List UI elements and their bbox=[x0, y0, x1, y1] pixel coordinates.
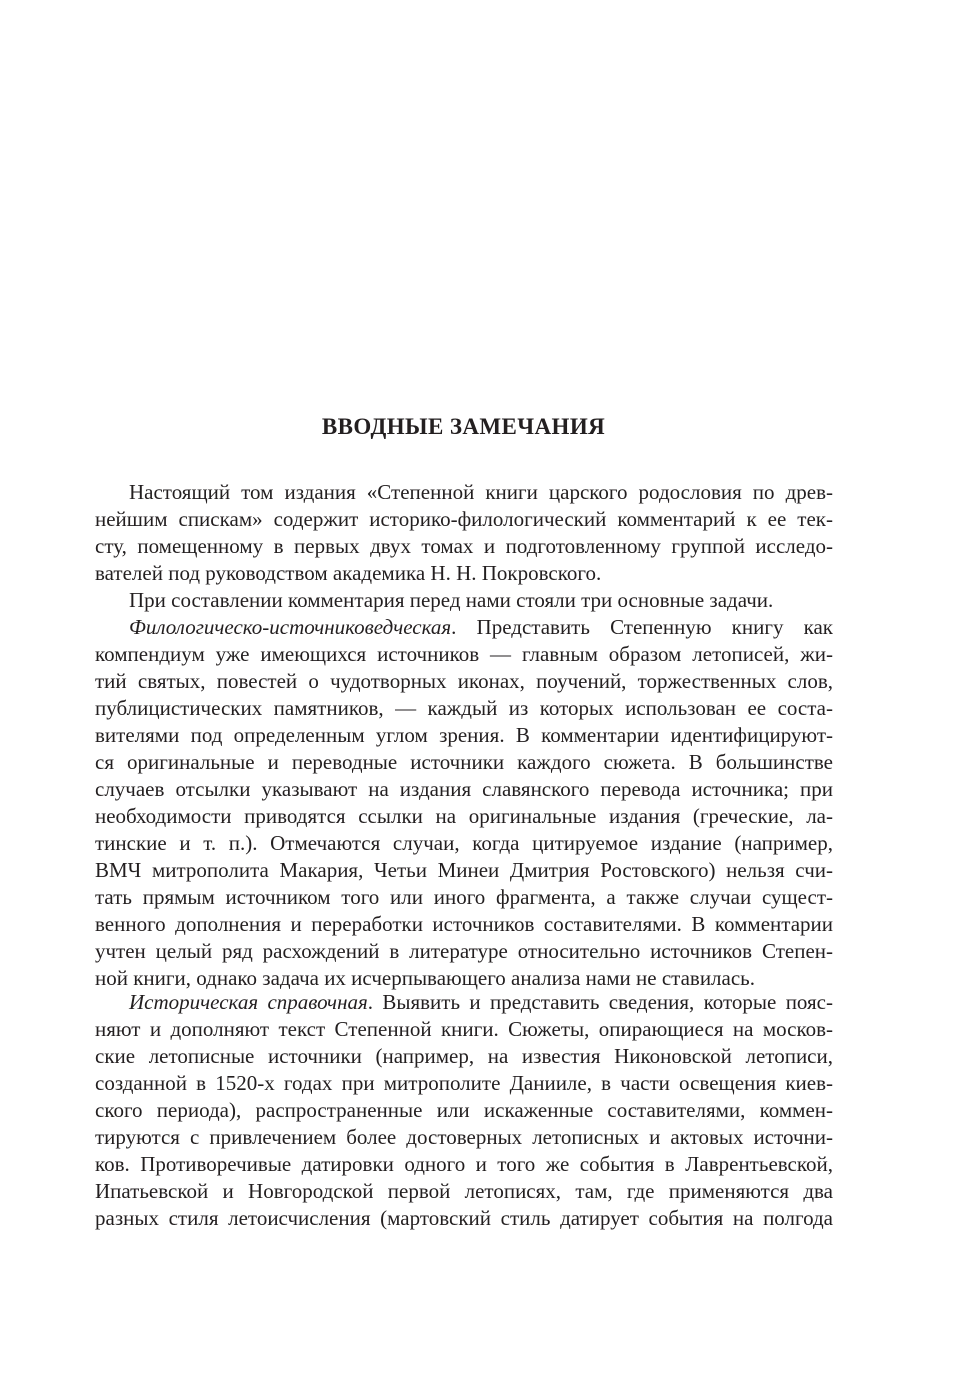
text-line: нейшим спискам» содержит историко-филологический комментарий к ее тек- bbox=[95, 507, 833, 531]
paragraph-3 bbox=[95, 614, 833, 992]
text-line: няют и дополняют текст Степенной книги. Сюжеты, опирающиеся на москов- bbox=[95, 1017, 833, 1041]
text-line: созданной в 1520-х годах при митрополите Данииле, в части освещения киев- bbox=[95, 1071, 833, 1095]
italic-lead: Филологическо-источниковедческая bbox=[129, 615, 452, 639]
paragraph-2 bbox=[95, 587, 833, 614]
text-run: . Выявить и представить сведения, которые пояс- bbox=[367, 990, 833, 1014]
text-run: . Представить Степенную книгу как bbox=[451, 615, 833, 639]
text-line: необходимости приводятся ссылки на оригинальные издания (греческие, ла- bbox=[95, 804, 833, 828]
text-line: При составлении комментария перед нами стояли три основные задачи. bbox=[129, 588, 774, 612]
text-line: сту, помещенному в первых двух томах и подготовленному группой исследо- bbox=[95, 534, 833, 558]
text-line: публицистических памятников, — каждый из которых использован ее соста- bbox=[95, 696, 833, 720]
text-line: тий святых, повестей о чудотворных иконах, поучений, торжественных слов, bbox=[95, 669, 833, 693]
text-line: тируются с привлечением более достоверных летописных и актовых источни- bbox=[95, 1125, 833, 1149]
text-line: вителями под определенным углом зрения. В комментарии идентифицируют- bbox=[95, 723, 833, 747]
text-line-with-lead bbox=[95, 614, 833, 641]
text-line: ские летописные источники (например, на известия Никоновской летописи, bbox=[95, 1044, 833, 1068]
paragraph-1 bbox=[95, 479, 833, 587]
text-line: ся оригинальные и переводные источники каждого сюжета. В большинстве bbox=[95, 750, 833, 774]
text-line: ной книги, однако задача их исчерпывающего анализа нами не ставилась. bbox=[95, 966, 756, 990]
paragraph-4 bbox=[95, 989, 833, 1232]
text-line: случаев отсылки указывают на издания славянского перевода источника; при bbox=[95, 777, 833, 801]
text-line: тинские и т. п.). Отмечаются случаи, когда цитируемое издание (например, bbox=[95, 831, 833, 855]
text-line: вателей под руководством академика Н. Н. Покровского. bbox=[95, 561, 602, 585]
text-line: разных стиля летоисчисления (мартовский стиль датирует события на полгода bbox=[95, 1206, 833, 1230]
text-line: ков. Противоречивые датировки одного и того же события в Лаврентьевской, bbox=[95, 1152, 833, 1176]
text-line: ского периода), распространенные или искаженные составителями, коммен- bbox=[95, 1098, 833, 1122]
text-line: Настоящий том издания «Степенной книги царского родословия по древ- bbox=[129, 480, 833, 504]
italic-lead: Историческая справочная bbox=[129, 990, 368, 1014]
text-line: компендиум уже имеющихся источников — главным образом летописей, жи- bbox=[95, 642, 833, 666]
page-title: ВВОДНЫЕ ЗАМЕЧАНИЯ bbox=[321, 414, 606, 439]
text-line: ВМЧ митрополита Макария, Четьи Минеи Дмитрия Ростовского) нельзя счи- bbox=[95, 858, 833, 882]
text-line-with-lead bbox=[95, 989, 833, 1016]
text-line: тать прямым источником того или иного фрагмента, а также случаи сущест- bbox=[95, 885, 833, 909]
text-line: Ипатьевской и Новгородской первой летописях, там, где применяются два bbox=[95, 1179, 833, 1203]
text-line: учтен целый ряд расхождений в литературе относительно источников Степен- bbox=[95, 939, 833, 963]
text-line: венного дополнения и переработки источников составителями. В комментарии bbox=[95, 912, 833, 936]
